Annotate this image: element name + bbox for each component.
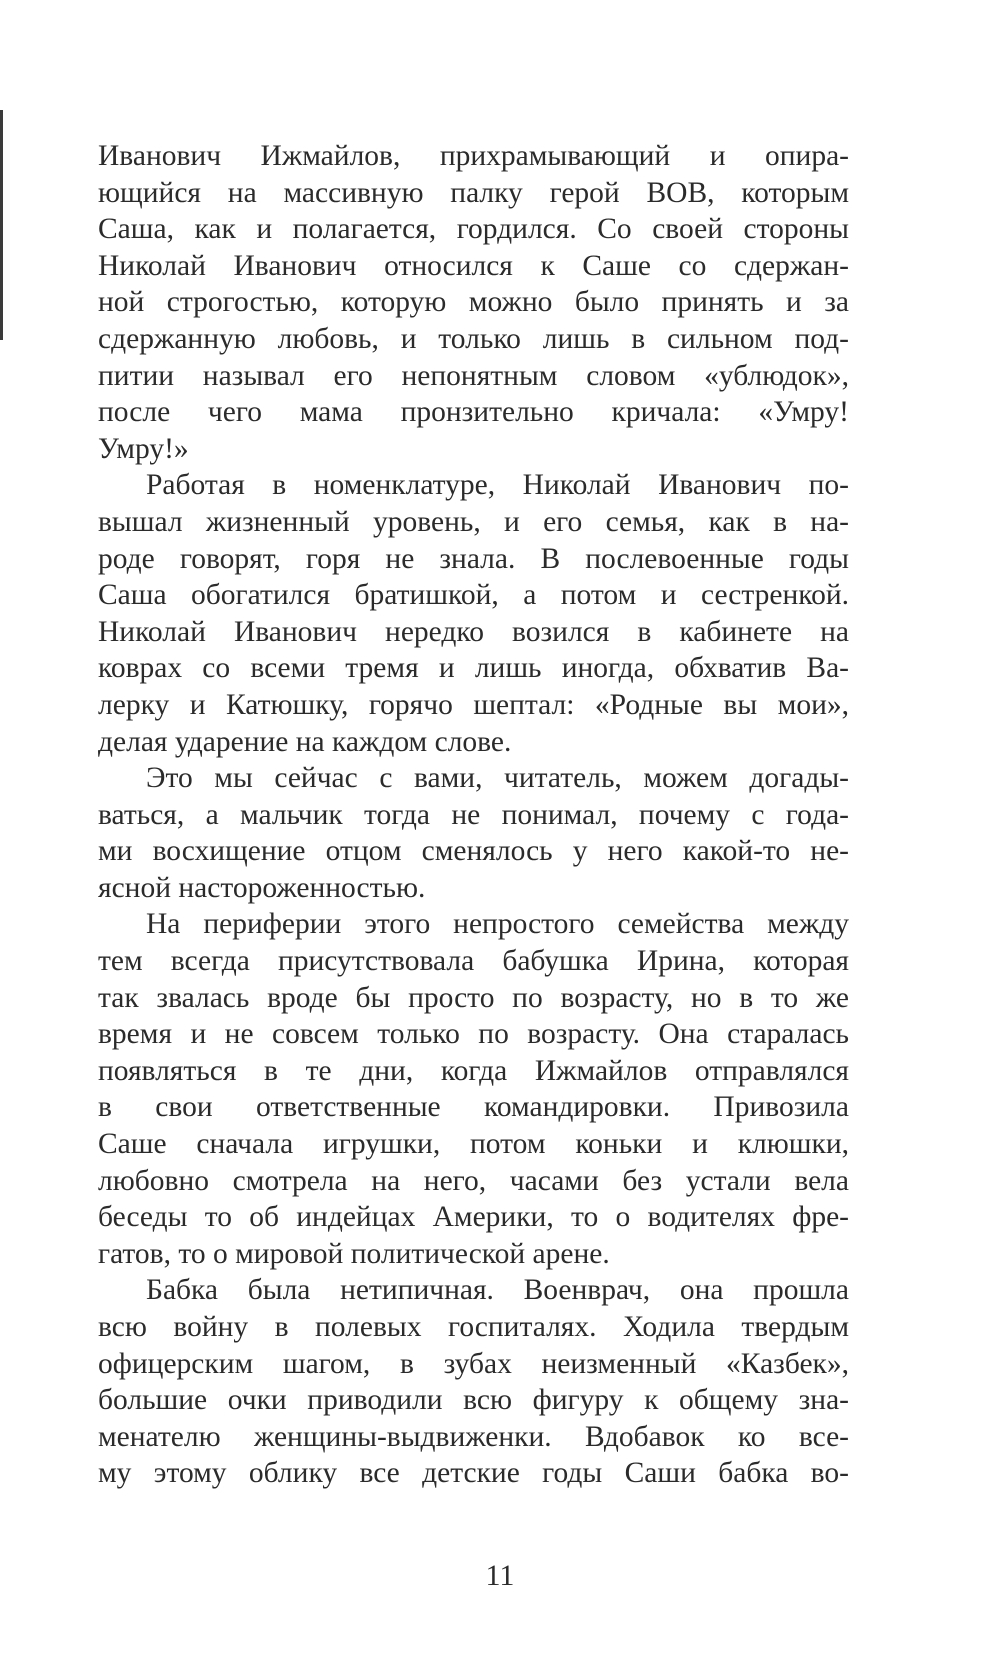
text-line: ющийся на массивную палку герой ВОВ, которым [98,176,849,209]
text-line: ной строгостью, которую можно было принять и за [98,286,849,319]
text-line: коврах со всеми тремя и лишь иногда, обхватив Ва- [98,652,849,685]
text-line: Саша, как и полагается, гордился. Со своей стороны [98,213,849,246]
text-line: ми восхищение отцом сменялось у него какой-то не- [98,835,849,868]
text-line: Бабка была нетипичная. Военврач, она прошла [146,1274,849,1307]
text-line: Иванович Ижмайлов, прихрамывающий и опира- [98,140,849,172]
text-line: всю войну в полевых госпиталях. Ходила твердым [98,1311,849,1343]
paragraph [98,906,849,1272]
text-line: любовно смотрела на него, часами без устали вела [98,1164,849,1197]
text-line: роде говорят, горя не знала. В послевоенные годы [98,542,849,575]
text-line: тем всегда присутствовала бабушка Ирина, которая [98,945,849,978]
text-line: На периферии этого непростого семейства между [146,908,849,941]
text-line: ваться, а мальчик тогда не понимал, почему с года- [98,798,849,831]
text-line: Николай Иванович нередко возился в кабинете на [98,615,849,648]
body-text [98,138,849,1492]
text-line: менателю женщины-выдвиженки. Вдобавок ко все- [98,1420,849,1453]
paragraph [98,467,849,760]
text-line: появляться в те дни, когда Ижмайлов отправлялся [98,1054,849,1087]
page-edge-shadow [0,110,3,340]
text-line: ясной настороженностью. [98,871,426,904]
text-line: лерку и Катюшку, горячо шептал: «Родные вы мои», [98,688,849,721]
text-line: Николай Иванович относился к Саше со сдержан- [98,249,849,282]
page-number: 11 [485,1559,515,1592]
paragraph [98,760,849,906]
text-line: офицерским шагом, в зубах неизменный «Казбек», [98,1347,849,1380]
text-line: в свои ответственные командировки. Привозила [98,1091,849,1124]
text-line: му этому облику все детские годы Саши бабка во- [98,1457,849,1490]
text-line: гатов, то о мировой политической арене. [98,1237,610,1270]
text-line: беседы то об индейцах Америки, то о водителях фре- [98,1201,849,1234]
text-line: питии называл его непонятным словом «ублюдок», [98,359,849,392]
text-line: Умру!» [98,432,189,465]
text-line: делая ударение на каждом слове. [98,725,512,758]
paragraph [98,1272,849,1492]
text-line: Работая в номенклатуре, Николай Иванович по- [146,469,849,502]
text-line: сдержанную любовь, и только лишь в сильном под- [98,322,849,355]
text-line: вышал жизненный уровень, и его семья, как в на- [98,505,849,538]
paragraph [98,138,849,467]
text-line: Саша обогатился братишкой, а потом и сестренкой. [98,579,849,612]
text-line: Саше сначала игрушки, потом коньки и клюшки, [98,1128,849,1161]
text-line: после чего мама пронзительно кричала: «Умру! [98,396,849,429]
text-line: большие очки приводили всю фигуру к общему зна- [98,1384,849,1417]
text-line: Это мы сейчас с вами, читатель, можем догады- [146,762,849,795]
text-line: время и не совсем только по возрасту. Она старалась [98,1018,849,1051]
text-line: так звалась вроде бы просто по возрасту, но в то же [98,981,849,1014]
